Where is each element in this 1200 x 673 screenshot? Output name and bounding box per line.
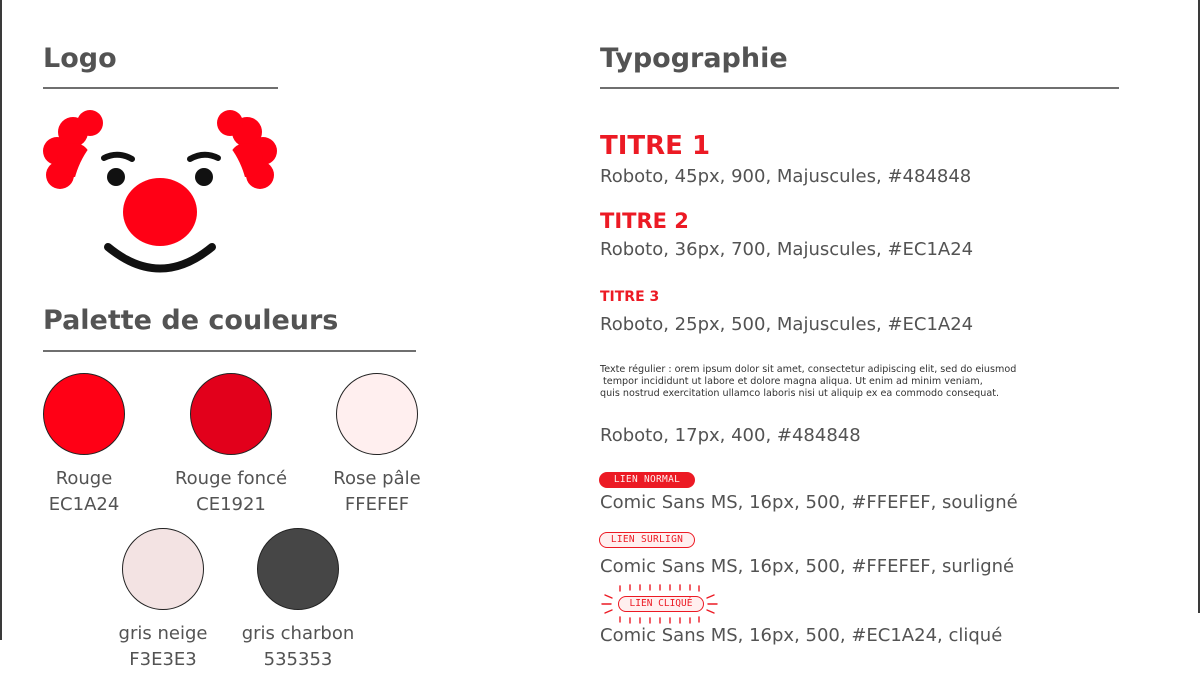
titre-3-spec: Roboto, 25px, 500, Majuscules, #EC1A24 — [600, 314, 974, 335]
lien-clique-container — [598, 583, 720, 625]
swatch-name: Rose pâle — [333, 468, 421, 489]
swatch-name: Rouge foncé — [174, 468, 288, 489]
swatch-hex: CE1921 — [196, 494, 266, 515]
titre-2-sample: TITRE 2 — [600, 209, 689, 233]
titre-3-sample: TITRE 3 — [600, 289, 660, 305]
swatch-name: Rouge — [55, 468, 113, 489]
body-text-sample: Texte régulier : orem ipsum dolor sit amet, consectetur adipiscing elit, sed do eiusmod tempor incididunt ut labore et dolore magna aliqua. Ut enim ad minim veniam, quis nostrud exercitation ullamco laboris nisi ut aliquip ex ea commodo consequat. — [600, 364, 1017, 399]
palette-section-title: Palette de couleurs — [43, 305, 339, 336]
swatch-circle — [257, 528, 339, 610]
lien-surlign-spec: Comic Sans MS, 16px, 500, #FFEFEF, surligné — [600, 556, 1015, 577]
lien-normal-button[interactable]: LIEN NORMAL — [599, 472, 695, 488]
swatch-circle — [336, 373, 418, 455]
typography-section-divider — [600, 87, 1119, 89]
palette-section-divider — [43, 350, 416, 352]
swatch-circle — [122, 528, 204, 610]
lien-clique-button[interactable]: LIEN CLIQUÉ — [618, 596, 704, 612]
lien-clique-spec: Comic Sans MS, 16px, 500, #EC1A24, cliqué — [600, 625, 1003, 646]
lien-surlign-button[interactable]: LIEN SURLIGN — [599, 532, 695, 548]
lien-normal-spec: Comic Sans MS, 16px, 500, #FFEFEF, souligné — [600, 492, 1018, 513]
body-text-spec: Roboto, 17px, 400, #484848 — [600, 425, 861, 446]
swatch-hex: 535353 — [263, 649, 333, 670]
titre-2-spec: Roboto, 36px, 700, Majuscules, #EC1A24 — [600, 239, 974, 260]
logo-section-divider — [43, 87, 278, 89]
left-edge-line — [0, 0, 2, 640]
swatch-rouge — [4, 373, 164, 518]
titre-1-sample: TITRE 1 — [600, 131, 711, 161]
clown-face-icon — [40, 105, 280, 285]
swatch-rouge-fonce — [151, 373, 311, 518]
swatch-gris-charbon — [218, 528, 378, 673]
swatch-hex: FFEFEF — [344, 494, 410, 515]
swatch-hex: EC1A24 — [48, 494, 120, 515]
titre-1-spec: Roboto, 45px, 900, Majuscules, #484848 — [600, 166, 972, 187]
swatch-circle — [43, 373, 125, 455]
typography-section-title: Typographie — [600, 43, 788, 74]
swatch-hex: F3E3E3 — [129, 649, 197, 670]
swatch-circle — [190, 373, 272, 455]
swatch-name: gris neige — [118, 623, 208, 644]
swatch-rose-pale — [297, 373, 457, 518]
logo-section-title: Logo — [43, 43, 117, 74]
swatch-name: gris charbon — [241, 623, 355, 644]
